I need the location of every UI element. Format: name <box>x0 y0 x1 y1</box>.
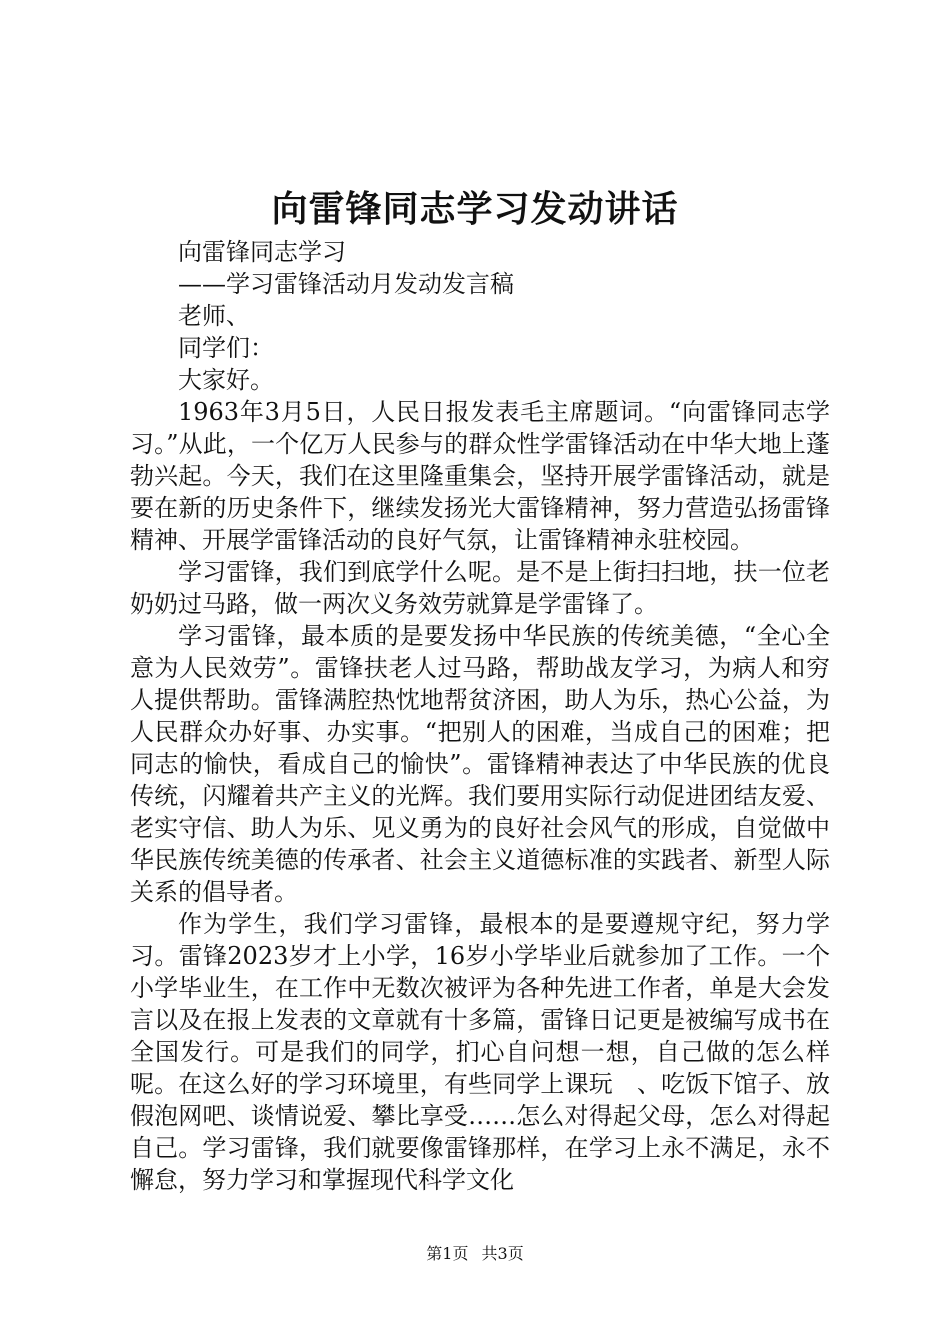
greeting-line: 大家好。 <box>178 366 274 394</box>
body-paragraph: 学习雷锋，最本质的是要发扬中华民族的传统美德，“全心全意为人民效劳”。雷锋扶老人过马路，帮助战友学习，为病人和穷人提供帮助。雷锋满腔热忱地帮贫济困，助人为乐，热心公益，为人民群众办好事、办实事。“把别人的困难，当成自己的困难；把同志的愉快，看成自己的愉快”。雷锋精神表达了中华民族的优良传统，闪耀着共产主义的光辉。我们要用实际行动促进团结友爱、老实守信、助人为乐、见义勇为的良好社会风气的形成，自觉做中华民族传统美德的传承者、社会主义道德标准的实践者、新型人际关系的倡导者。 <box>130 622 830 906</box>
salutation-line: 老师、 <box>178 302 250 330</box>
body-paragraph: 作为学生，我们学习雷锋，最根本的是要遵规守纪，努力学习。雷锋2023岁才上小学，16岁小学毕业后就参加了工作。一个小学毕业生，在工作中无数次被评为各种先进工作者，单是大会发言以及在报上发表的文章就有十多篇，雷锋日记更是被编写成书在全国发行。可是我们的同学，扪心自问想一想，自己做的怎么样呢。在这么好的学习环境里，有些同学上课玩 、吃饭下馆子、放假泡网吧、谈情说爱、攀比享受……怎么对得起父母，怎么对得起自己。学习雷锋，我们就要像雷锋那样，在学习上永不满足，永不懈怠，努力学习和掌握现代科学文化 <box>130 910 830 1194</box>
subtitle-line: ——学习雷锋活动月发动发言稿 <box>178 270 514 298</box>
subtitle-line: 向雷锋同志学习 <box>178 238 346 266</box>
page-footer <box>0 1242 950 1266</box>
page-number: 第1页 <box>426 1244 469 1263</box>
page-total: 共3页 <box>481 1244 524 1263</box>
document-title: 向雷锋同志学习发动讲话 <box>271 188 679 230</box>
salutation-line: 同学们： <box>178 334 274 362</box>
body-paragraph: 学习雷锋，我们到底学什么呢。是不是上街扫扫地，扶一位老奶奶过马路，做一两次义务效劳就算是学雷锋了。 <box>130 558 830 618</box>
body-paragraph: 1963年3月5日，人民日报发表毛主席题词。“向雷锋同志学习。”从此，一个亿万人民参与的群众性学雷锋活动在中华大地上蓬勃兴起。今天，我们在这里隆重集会，坚持开展学雷锋活动，就是要在新的历史条件下，继续发扬光大雷锋精神，努力营造弘扬雷锋精神、开展学雷锋活动的良好气氛，让雷锋精神永驻校园。 <box>130 398 830 554</box>
document-body <box>130 236 830 1196</box>
